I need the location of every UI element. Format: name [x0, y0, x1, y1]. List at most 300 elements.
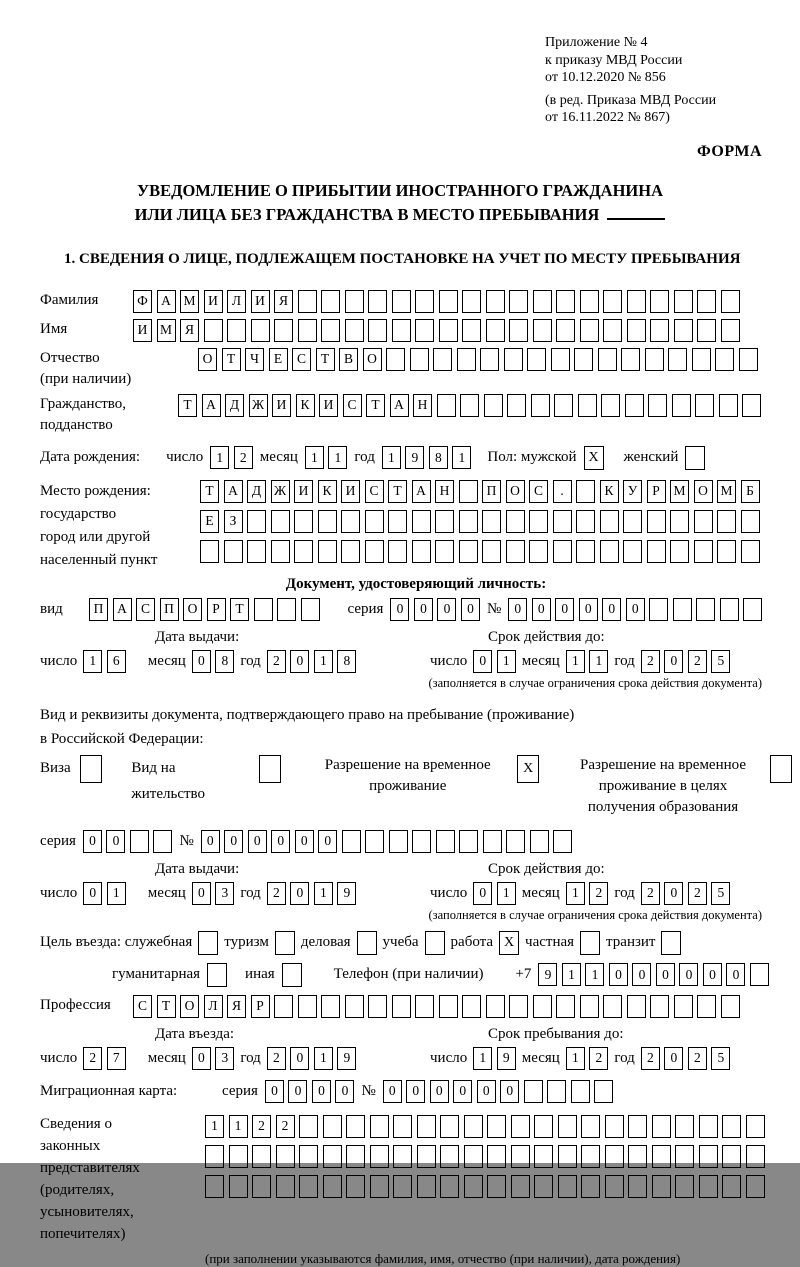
cell-doc_number-11[interactable]: [743, 598, 762, 621]
cell-patronymic-13[interactable]: [480, 348, 499, 371]
cell-rep2-23[interactable]: [722, 1145, 741, 1168]
cell-res_issue_month-2[interactable]: 3: [215, 882, 234, 905]
cell-doc_type-1[interactable]: П: [89, 598, 108, 621]
cell-doc_type-3[interactable]: С: [136, 598, 155, 621]
cell-entry_month-1[interactable]: 0: [192, 1047, 211, 1070]
cell-rep2-2[interactable]: [229, 1145, 248, 1168]
cell-patronymic-6[interactable]: Т: [316, 348, 335, 371]
cell-doc_series-1[interactable]: 0: [390, 598, 409, 621]
cell-given_name-21[interactable]: [603, 319, 622, 342]
cell-stay_day-1[interactable]: 1: [473, 1047, 492, 1070]
cell-stay_year-3[interactable]: 2: [688, 1047, 707, 1070]
cell-patronymic-15[interactable]: [527, 348, 546, 371]
cell-birthplace2-5[interactable]: [294, 510, 313, 533]
cell-mig_number-2[interactable]: 0: [406, 1080, 425, 1103]
cell-res_number-1[interactable]: 0: [201, 830, 220, 853]
cell-birth_year-4[interactable]: 1: [452, 446, 471, 469]
cell-birthplace2-8[interactable]: [365, 510, 384, 533]
purpose-business-checkbox[interactable]: [198, 931, 218, 955]
cell-citizenship-15[interactable]: [507, 394, 526, 417]
cell-birthplace3-22[interactable]: [694, 540, 713, 563]
cell-res_number-3[interactable]: 0: [248, 830, 267, 853]
cell-birthplace1-6[interactable]: К: [318, 480, 337, 503]
cell-profession-15[interactable]: [462, 995, 481, 1018]
cell-birth_year-3[interactable]: 8: [429, 446, 448, 469]
cell-birthplace3-16[interactable]: [553, 540, 572, 563]
cell-citizenship-25[interactable]: [742, 394, 761, 417]
cell-res_number-15[interactable]: [530, 830, 549, 853]
cell-birthplace2-1[interactable]: Е: [200, 510, 219, 533]
cell-rep2-11[interactable]: [440, 1145, 459, 1168]
cell-rep2-10[interactable]: [417, 1145, 436, 1168]
cell-birthplace2-14[interactable]: [506, 510, 525, 533]
cell-profession-16[interactable]: [486, 995, 505, 1018]
cell-rep2-9[interactable]: [393, 1145, 412, 1168]
cell-doc_issue_year-1[interactable]: 2: [267, 650, 286, 673]
cell-birthplace2-15[interactable]: [529, 510, 548, 533]
cell-patronymic-14[interactable]: [504, 348, 523, 371]
visa-checkbox[interactable]: [80, 755, 102, 783]
cell-rep3-13[interactable]: [487, 1175, 506, 1198]
cell-birthplace1-24[interactable]: Б: [741, 480, 760, 503]
cell-rep2-6[interactable]: [323, 1145, 342, 1168]
cell-entry_month-2[interactable]: 3: [215, 1047, 234, 1070]
cell-mig_number-9[interactable]: [571, 1080, 590, 1103]
cell-rep1-23[interactable]: [722, 1115, 741, 1138]
cell-res_number-8[interactable]: [365, 830, 384, 853]
cell-citizenship-1[interactable]: Т: [178, 394, 197, 417]
cell-rep3-19[interactable]: [628, 1175, 647, 1198]
cell-res_valid_year-3[interactable]: 2: [688, 882, 707, 905]
cell-given_name-11[interactable]: [368, 319, 387, 342]
cell-surname-3[interactable]: М: [180, 290, 199, 313]
cell-doc_number-1[interactable]: 0: [508, 598, 527, 621]
cell-citizenship-3[interactable]: Д: [225, 394, 244, 417]
cell-rep3-21[interactable]: [675, 1175, 694, 1198]
cell-citizenship-23[interactable]: [695, 394, 714, 417]
cell-stay_day-2[interactable]: 9: [497, 1047, 516, 1070]
cell-birthplace3-17[interactable]: [576, 540, 595, 563]
cell-rep1-3[interactable]: 2: [252, 1115, 271, 1138]
cell-doc_valid_month-2[interactable]: 1: [589, 650, 608, 673]
cell-rep1-6[interactable]: [323, 1115, 342, 1138]
cell-birthplace3-24[interactable]: [741, 540, 760, 563]
cell-rep3-3[interactable]: [252, 1175, 271, 1198]
temp-residence-edu-checkbox[interactable]: [770, 755, 792, 783]
cell-patronymic-11[interactable]: [433, 348, 452, 371]
cell-rep1-14[interactable]: [511, 1115, 530, 1138]
cell-surname-9[interactable]: [321, 290, 340, 313]
cell-res_issue_year-1[interactable]: 2: [267, 882, 286, 905]
cell-phone_digits-3[interactable]: 1: [585, 963, 604, 986]
cell-profession-26[interactable]: [721, 995, 740, 1018]
cell-res_number-2[interactable]: 0: [224, 830, 243, 853]
cell-phone_digits-10[interactable]: [750, 963, 769, 986]
cell-rep3-1[interactable]: [205, 1175, 224, 1198]
cell-rep3-4[interactable]: [276, 1175, 295, 1198]
cell-birthplace2-24[interactable]: [741, 510, 760, 533]
cell-rep3-8[interactable]: [370, 1175, 389, 1198]
cell-doc_series-3[interactable]: 0: [437, 598, 456, 621]
residence-permit-checkbox[interactable]: [259, 755, 281, 783]
cell-rep1-13[interactable]: [487, 1115, 506, 1138]
cell-profession-24[interactable]: [674, 995, 693, 1018]
cell-doc_valid_year-4[interactable]: 5: [711, 650, 730, 673]
cell-birth_day-1[interactable]: 1: [210, 446, 229, 469]
cell-profession-17[interactable]: [509, 995, 528, 1018]
cell-birthplace2-23[interactable]: [717, 510, 736, 533]
cell-citizenship-6[interactable]: К: [296, 394, 315, 417]
cell-rep1-8[interactable]: [370, 1115, 389, 1138]
cell-patronymic-2[interactable]: Т: [222, 348, 241, 371]
cell-doc_issue_year-3[interactable]: 1: [314, 650, 333, 673]
cell-patronymic-19[interactable]: [621, 348, 640, 371]
cell-rep1-12[interactable]: [464, 1115, 483, 1138]
cell-doc_type-6[interactable]: Р: [207, 598, 226, 621]
cell-birthplace1-13[interactable]: П: [482, 480, 501, 503]
cell-mig_number-7[interactable]: [524, 1080, 543, 1103]
cell-surname-12[interactable]: [392, 290, 411, 313]
cell-patronymic-3[interactable]: Ч: [245, 348, 264, 371]
cell-profession-20[interactable]: [580, 995, 599, 1018]
cell-given_name-17[interactable]: [509, 319, 528, 342]
cell-mig_number-10[interactable]: [594, 1080, 613, 1103]
cell-citizenship-8[interactable]: С: [343, 394, 362, 417]
cell-patronymic-20[interactable]: [645, 348, 664, 371]
cell-doc_valid_day-2[interactable]: 1: [497, 650, 516, 673]
cell-birthplace1-16[interactable]: .: [553, 480, 572, 503]
cell-birthplace1-23[interactable]: М: [717, 480, 736, 503]
cell-rep3-2[interactable]: [229, 1175, 248, 1198]
cell-surname-2[interactable]: А: [157, 290, 176, 313]
cell-birth_day-2[interactable]: 2: [234, 446, 253, 469]
cell-mig_number-5[interactable]: 0: [477, 1080, 496, 1103]
cell-rep1-9[interactable]: [393, 1115, 412, 1138]
cell-stay_year-1[interactable]: 2: [641, 1047, 660, 1070]
cell-birthplace1-4[interactable]: Ж: [271, 480, 290, 503]
cell-doc_type-7[interactable]: Т: [230, 598, 249, 621]
cell-rep2-15[interactable]: [534, 1145, 553, 1168]
cell-profession-23[interactable]: [650, 995, 669, 1018]
cell-res_number-12[interactable]: [459, 830, 478, 853]
cell-rep3-11[interactable]: [440, 1175, 459, 1198]
cell-surname-20[interactable]: [580, 290, 599, 313]
cell-citizenship-16[interactable]: [531, 394, 550, 417]
cell-surname-19[interactable]: [556, 290, 575, 313]
cell-rep1-24[interactable]: [746, 1115, 765, 1138]
cell-res_issue_day-1[interactable]: 0: [83, 882, 102, 905]
cell-doc_issue_year-2[interactable]: 0: [290, 650, 309, 673]
cell-doc_issue_day-1[interactable]: 1: [83, 650, 102, 673]
cell-patronymic-17[interactable]: [574, 348, 593, 371]
cell-birthplace1-9[interactable]: Т: [388, 480, 407, 503]
cell-res_valid_month-2[interactable]: 2: [589, 882, 608, 905]
cell-rep1-22[interactable]: [699, 1115, 718, 1138]
cell-res_number-13[interactable]: [483, 830, 502, 853]
cell-birthplace2-10[interactable]: [412, 510, 431, 533]
cell-patronymic-22[interactable]: [692, 348, 711, 371]
cell-patronymic-9[interactable]: [386, 348, 405, 371]
cell-profession-12[interactable]: [392, 995, 411, 1018]
cell-doc_type-10[interactable]: [301, 598, 320, 621]
cell-rep2-1[interactable]: [205, 1145, 224, 1168]
cell-given_name-12[interactable]: [392, 319, 411, 342]
cell-doc_number-4[interactable]: 0: [579, 598, 598, 621]
cell-surname-13[interactable]: [415, 290, 434, 313]
cell-phone_digits-4[interactable]: 0: [609, 963, 628, 986]
cell-res_number-14[interactable]: [506, 830, 525, 853]
cell-stay_month-2[interactable]: 2: [589, 1047, 608, 1070]
temp-residence-checkbox[interactable]: X: [517, 755, 539, 783]
cell-birthplace3-2[interactable]: [224, 540, 243, 563]
cell-mig_number-3[interactable]: 0: [430, 1080, 449, 1103]
cell-rep2-21[interactable]: [675, 1145, 694, 1168]
cell-patronymic-10[interactable]: [410, 348, 429, 371]
cell-entry_day-2[interactable]: 7: [107, 1047, 126, 1070]
purpose-humanitarian-checkbox[interactable]: [207, 963, 227, 987]
cell-profession-6[interactable]: Р: [251, 995, 270, 1018]
cell-birthplace2-20[interactable]: [647, 510, 666, 533]
cell-doc_number-2[interactable]: 0: [532, 598, 551, 621]
cell-rep1-2[interactable]: 1: [229, 1115, 248, 1138]
cell-rep2-14[interactable]: [511, 1145, 530, 1168]
cell-phone_digits-5[interactable]: 0: [632, 963, 651, 986]
cell-surname-10[interactable]: [345, 290, 364, 313]
cell-birthplace2-2[interactable]: З: [224, 510, 243, 533]
cell-rep2-5[interactable]: [299, 1145, 318, 1168]
cell-birthplace3-13[interactable]: [482, 540, 501, 563]
cell-rep2-24[interactable]: [746, 1145, 765, 1168]
cell-surname-5[interactable]: Л: [227, 290, 246, 313]
cell-doc_number-9[interactable]: [696, 598, 715, 621]
cell-surname-25[interactable]: [697, 290, 716, 313]
cell-res_valid_year-1[interactable]: 2: [641, 882, 660, 905]
cell-patronymic-12[interactable]: [457, 348, 476, 371]
cell-phone_digits-8[interactable]: 0: [703, 963, 722, 986]
cell-birthplace1-21[interactable]: М: [670, 480, 689, 503]
cell-birthplace3-20[interactable]: [647, 540, 666, 563]
cell-mig_number-6[interactable]: 0: [500, 1080, 519, 1103]
cell-rep1-15[interactable]: [534, 1115, 553, 1138]
cell-surname-16[interactable]: [486, 290, 505, 313]
cell-given_name-9[interactable]: [321, 319, 340, 342]
cell-rep2-4[interactable]: [276, 1145, 295, 1168]
cell-given_name-15[interactable]: [462, 319, 481, 342]
cell-profession-7[interactable]: [274, 995, 293, 1018]
cell-res_issue_month-1[interactable]: 0: [192, 882, 211, 905]
cell-birthplace2-6[interactable]: [318, 510, 337, 533]
cell-given_name-1[interactable]: И: [133, 319, 152, 342]
cell-rep2-7[interactable]: [346, 1145, 365, 1168]
cell-citizenship-20[interactable]: [625, 394, 644, 417]
cell-given_name-6[interactable]: [251, 319, 270, 342]
cell-entry_year-1[interactable]: 2: [267, 1047, 286, 1070]
cell-mig_series-2[interactable]: 0: [288, 1080, 307, 1103]
cell-rep3-10[interactable]: [417, 1175, 436, 1198]
cell-birthplace3-21[interactable]: [670, 540, 689, 563]
cell-given_name-10[interactable]: [345, 319, 364, 342]
cell-birthplace2-9[interactable]: [388, 510, 407, 533]
cell-phone_digits-2[interactable]: 1: [562, 963, 581, 986]
cell-citizenship-12[interactable]: [437, 394, 456, 417]
cell-mig_series-4[interactable]: 0: [335, 1080, 354, 1103]
cell-birthplace3-23[interactable]: [717, 540, 736, 563]
cell-birthplace2-22[interactable]: [694, 510, 713, 533]
cell-given_name-4[interactable]: [204, 319, 223, 342]
cell-birthplace1-19[interactable]: У: [623, 480, 642, 503]
cell-birthplace1-15[interactable]: С: [529, 480, 548, 503]
cell-citizenship-22[interactable]: [672, 394, 691, 417]
cell-entry_year-2[interactable]: 0: [290, 1047, 309, 1070]
cell-rep2-22[interactable]: [699, 1145, 718, 1168]
cell-profession-21[interactable]: [603, 995, 622, 1018]
cell-res_valid_month-1[interactable]: 1: [566, 882, 585, 905]
cell-res_valid_year-4[interactable]: 5: [711, 882, 730, 905]
cell-stay_year-2[interactable]: 0: [664, 1047, 683, 1070]
cell-citizenship-5[interactable]: И: [272, 394, 291, 417]
cell-rep1-19[interactable]: [628, 1115, 647, 1138]
cell-surname-21[interactable]: [603, 290, 622, 313]
cell-surname-4[interactable]: И: [204, 290, 223, 313]
cell-birthplace1-18[interactable]: К: [600, 480, 619, 503]
cell-birthplace3-9[interactable]: [388, 540, 407, 563]
cell-rep3-12[interactable]: [464, 1175, 483, 1198]
cell-entry_year-3[interactable]: 1: [314, 1047, 333, 1070]
cell-birthplace1-17[interactable]: [576, 480, 595, 503]
cell-rep2-8[interactable]: [370, 1145, 389, 1168]
cell-citizenship-19[interactable]: [601, 394, 620, 417]
cell-citizenship-18[interactable]: [578, 394, 597, 417]
cell-res_number-11[interactable]: [436, 830, 455, 853]
cell-birthplace1-7[interactable]: И: [341, 480, 360, 503]
cell-doc_number-6[interactable]: 0: [626, 598, 645, 621]
cell-birthplace3-1[interactable]: [200, 540, 219, 563]
cell-birthplace1-20[interactable]: Р: [647, 480, 666, 503]
cell-birthplace1-12[interactable]: [459, 480, 478, 503]
cell-birthplace1-1[interactable]: Т: [200, 480, 219, 503]
cell-rep1-17[interactable]: [581, 1115, 600, 1138]
cell-doc_number-3[interactable]: 0: [555, 598, 574, 621]
cell-surname-6[interactable]: И: [251, 290, 270, 313]
cell-doc_type-5[interactable]: О: [183, 598, 202, 621]
cell-birth_month-1[interactable]: 1: [305, 446, 324, 469]
cell-doc_number-8[interactable]: [673, 598, 692, 621]
cell-res_valid_year-2[interactable]: 0: [664, 882, 683, 905]
cell-doc_type-4[interactable]: П: [160, 598, 179, 621]
cell-rep1-7[interactable]: [346, 1115, 365, 1138]
cell-profession-10[interactable]: [345, 995, 364, 1018]
cell-birth_year-1[interactable]: 1: [382, 446, 401, 469]
cell-birthplace2-18[interactable]: [600, 510, 619, 533]
cell-birthplace3-8[interactable]: [365, 540, 384, 563]
cell-phone_digits-1[interactable]: 9: [538, 963, 557, 986]
cell-rep2-16[interactable]: [558, 1145, 577, 1168]
cell-profession-14[interactable]: [439, 995, 458, 1018]
cell-profession-1[interactable]: С: [133, 995, 152, 1018]
cell-birthplace3-19[interactable]: [623, 540, 642, 563]
cell-rep1-21[interactable]: [675, 1115, 694, 1138]
cell-citizenship-24[interactable]: [719, 394, 738, 417]
cell-profession-4[interactable]: Л: [204, 995, 223, 1018]
cell-birthplace2-11[interactable]: [435, 510, 454, 533]
purpose-work-checkbox[interactable]: X: [499, 931, 519, 955]
cell-patronymic-24[interactable]: [739, 348, 758, 371]
sex-female-checkbox[interactable]: [685, 446, 705, 470]
cell-doc_issue_year-4[interactable]: 8: [337, 650, 356, 673]
cell-rep2-13[interactable]: [487, 1145, 506, 1168]
purpose-tourism-checkbox[interactable]: [275, 931, 295, 955]
purpose-commercial-checkbox[interactable]: [357, 931, 377, 955]
cell-birthplace1-3[interactable]: Д: [247, 480, 266, 503]
cell-birthplace2-19[interactable]: [623, 510, 642, 533]
cell-doc_series-2[interactable]: 0: [414, 598, 433, 621]
cell-mig_number-1[interactable]: 0: [383, 1080, 402, 1103]
cell-res_number-4[interactable]: 0: [271, 830, 290, 853]
cell-citizenship-7[interactable]: И: [319, 394, 338, 417]
cell-surname-26[interactable]: [721, 290, 740, 313]
cell-rep1-16[interactable]: [558, 1115, 577, 1138]
cell-patronymic-18[interactable]: [598, 348, 617, 371]
cell-phone_digits-9[interactable]: 0: [726, 963, 745, 986]
cell-doc_series-4[interactable]: 0: [461, 598, 480, 621]
cell-rep1-4[interactable]: 2: [276, 1115, 295, 1138]
cell-rep1-5[interactable]: [299, 1115, 318, 1138]
sex-male-checkbox[interactable]: X: [584, 446, 604, 470]
cell-rep3-22[interactable]: [699, 1175, 718, 1198]
cell-profession-3[interactable]: О: [180, 995, 199, 1018]
cell-rep1-10[interactable]: [417, 1115, 436, 1138]
cell-surname-11[interactable]: [368, 290, 387, 313]
cell-res_number-9[interactable]: [389, 830, 408, 853]
cell-res_series-2[interactable]: 0: [106, 830, 125, 853]
cell-phone_digits-6[interactable]: 0: [656, 963, 675, 986]
cell-citizenship-11[interactable]: Н: [413, 394, 432, 417]
cell-citizenship-13[interactable]: [460, 394, 479, 417]
cell-rep3-5[interactable]: [299, 1175, 318, 1198]
cell-surname-22[interactable]: [627, 290, 646, 313]
cell-rep3-17[interactable]: [581, 1175, 600, 1198]
cell-res_number-6[interactable]: 0: [318, 830, 337, 853]
cell-rep3-6[interactable]: [323, 1175, 342, 1198]
cell-profession-11[interactable]: [368, 995, 387, 1018]
cell-birthplace2-21[interactable]: [670, 510, 689, 533]
cell-birthplace2-13[interactable]: [482, 510, 501, 533]
purpose-private-checkbox[interactable]: [580, 931, 600, 955]
cell-birthplace3-5[interactable]: [294, 540, 313, 563]
cell-res_number-16[interactable]: [553, 830, 572, 853]
cell-rep3-15[interactable]: [534, 1175, 553, 1198]
cell-profession-5[interactable]: Я: [227, 995, 246, 1018]
cell-rep1-18[interactable]: [605, 1115, 624, 1138]
cell-rep2-19[interactable]: [628, 1145, 647, 1168]
cell-given_name-19[interactable]: [556, 319, 575, 342]
cell-surname-23[interactable]: [650, 290, 669, 313]
cell-entry_day-1[interactable]: 2: [83, 1047, 102, 1070]
cell-profession-13[interactable]: [415, 995, 434, 1018]
cell-surname-17[interactable]: [509, 290, 528, 313]
cell-stay_year-4[interactable]: 5: [711, 1047, 730, 1070]
cell-mig_number-4[interactable]: 0: [453, 1080, 472, 1103]
cell-surname-14[interactable]: [439, 290, 458, 313]
cell-profession-25[interactable]: [697, 995, 716, 1018]
cell-citizenship-9[interactable]: Т: [366, 394, 385, 417]
cell-rep3-14[interactable]: [511, 1175, 530, 1198]
cell-citizenship-2[interactable]: А: [202, 394, 221, 417]
cell-doc_type-8[interactable]: [254, 598, 273, 621]
cell-surname-7[interactable]: Я: [274, 290, 293, 313]
cell-rep3-18[interactable]: [605, 1175, 624, 1198]
cell-doc_number-10[interactable]: [720, 598, 739, 621]
